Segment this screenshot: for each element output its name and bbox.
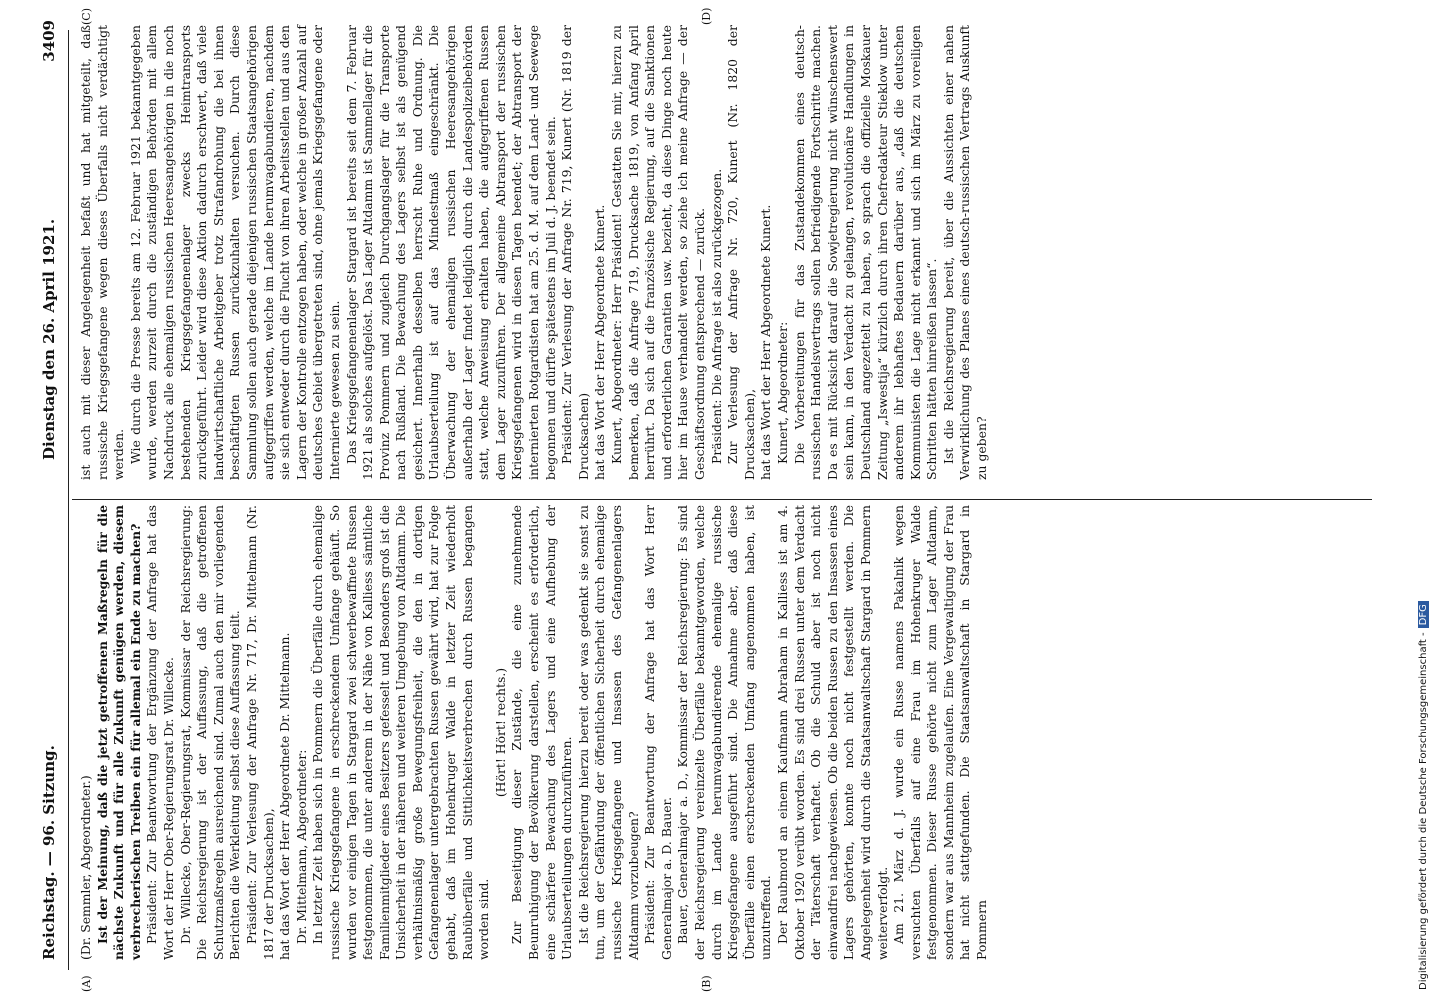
- paragraph: Bauer, Generalmajor a. D., Kommissar der Reichsregierung: Es sind der Reichsregierung vereinzelte Überfälle bekanntgeworden, welche durch im Lande herumvagabundierende ehemalige russische Kriegsgefangene ausgeführt sind. Die Annahme aber, daß diese Überfälle einen erschreckenden Umfang angenommen haben, ist unzutreffend.: [675, 505, 774, 960]
- paragraph: Kunert, Abgeordneter: Herr Präsident! Gestatten Sie mir, hierzu zu bemerken, daß die Anfrage 719, Drucksache 1819, von Anfang April herrührt. Da sich auf die französische Regierung, auf die Sanktionen und erforderlichen Garantien usw. bezieht, da diese Dinge noch heute hier im Hause verhandelt werden, so ziehe ich meine Anfrage — der Geschäftsordnung entsprechend — zurück.: [609, 25, 707, 480]
- paragraph: hat das Wort der Herr Abgeordnete Kunert.: [758, 204, 774, 480]
- paragraph: Präsident: Zur Verlesung der Anfrage Nr. 717, Dr. Mittelmann (Nr. 1817 der Drucksachen),: [243, 505, 276, 960]
- paragraph: hat das Wort der Herr Abgeordnete Dr. Mittelmann.: [277, 632, 293, 960]
- paragraph: Die Vorbereitungen für das Zustandekommen eines deutsch-russischen Handelsvertrags sollen befriedigende Fortschritte machen. Da es mit Rücksicht darauf die Sowjetregierung nicht wünschenswert sein kann, in den Verdacht zu gelangen, revolutionäre Handlungen in Deutschland angezettelt zu haben, so sprach die offizielle Moskauer Zeitung „Iswestija“ kürzlich durch ihren Chefredakteur Stieklow unter anderem ihr lebhaftes Bedauern darüber aus, „daß die deutschen Kommunisten die Lage nicht erkannt und sich im März zu voreiligen Schritten hätten hinreißen lassen“.: [791, 25, 940, 480]
- paragraph: ist auch mit dieser Angelegenheit befaßt und hat mitgeteilt, daß russische Kriegsgefangene wegen dieses Überfalls nicht verdächtigt werden.: [78, 25, 127, 480]
- paragraph: Präsident: Zur Verlesung der Anfrage Nr. 719, Kunert (Nr. 1819 der Drucksachen): [559, 25, 591, 480]
- paragraph: hat das Wort der Herr Abgeordnete Kunert.: [592, 204, 608, 480]
- paragraph: Kunert, Abgeordneter:: [774, 321, 790, 464]
- paragraph: Am 21. März d. J. wurde ein Russe namens Pakalnik wegen versuchten Überfalls auf eine Frau im Hohenkruger Walde festgenommen. Dieser Russe gehörte nicht zum Lager Altdamm, sondern war aus Mannheim zugelaufen. Eine Vergewaltigung der Frau hat nicht stattgefunden. Die Staatsanwaltschaft in Stargard in Pommern: [891, 505, 990, 960]
- column-divider: [72, 499, 1372, 500]
- paragraph: Ist die Reichsregierung bereit, über die Aussichten einer nahen Verwirklichung des Planes eines deutsch-russischen Vertrags Auskunft zu geben?: [940, 25, 990, 480]
- paragraph: Zur Beseitigung dieser Zustände, die eine zunehmende Beunruhigung der Bevölkerung darstellen, erscheint es erforderlich, eine schärfere Bewachung des Lagers und eine Aufhebung der Urlaubserteilungen durchzuführen.: [509, 505, 575, 960]
- paragraph: Wie durch die Presse bereits am 12. Februar 1921 bekanntgegeben wurde, werden zurzeit durch die zuständigen Behörden mit allem Nachdruck alle ehemaligen russischen Heeresangehörigen in die noch bestehenden Kriegsgefangenenlager zwecks Heimtransports zurückgeführt. Leider wird diese Aktion dadurch erschwert, daß viele landwirtschaftliche Arbeitgeber trotz Strafandrohung die bei ihnen beschäftigten Russen zurückzuhalten versuchen. Durch diese Sammlung sollen auch gerade diejenigen russischen Staatsangehörigen aufgegriffen werden, welche im Lande herumvagabundieren, nachdem sie sich entweder durch die Flucht von ihren Arbeitsstellen und aus den Lagern der Kontrolle entzogen haben, oder welche in großer Anzahl auf deutsches Gebiet übergetreten sind, ohne jemals Kriegsgefangene oder Internierte gewesen zu sein.: [127, 25, 342, 480]
- margin-mark-b: (B): [700, 975, 713, 992]
- margin-mark-d: (D): [700, 7, 713, 25]
- left-column: [78, 505, 991, 960]
- credit-text: Digitalisierung gefördert durch die Deutsche Forschungsgemeinschaft -: [1418, 632, 1429, 990]
- header-center: Dienstag den 26. April 1921.: [40, 218, 58, 460]
- paragraph: Ist die Reichsregierung hierzu bereit oder was gedenkt sie sonst zu tun, um der Gefährdung der öffentlichen Sicherheit durch ehemalige russische Kriegsgefangene und Insassen des Gefangenenlagers Altdamm vorzubeugen?: [575, 505, 641, 960]
- paragraph: Ist der Meinung, daß die jetzt getroffenen Maßregeln für die nächste Zukunft und für alle Zukunft genügen werden, diesem verbrecherischen Treiben ein für allemal ein Ende zu machen?: [94, 505, 143, 960]
- paragraph: Dr. Willecke, Ober-Regierungsrat, Kommissar der Reichsregierung: Die Reichsregierung ist der Auffassung, daß die getroffenen Schutzmaßregeln ausreichend sind. Zumal auch den mir vorliegenden Berichten die Werkleitung selbst diese Auffassung teilt.: [177, 505, 243, 960]
- header-left: Reichstag. — 96. Sitzung.: [40, 745, 58, 960]
- interjection: (Hört! Hört! rechts.): [492, 667, 508, 798]
- page-header: [40, 0, 70, 1000]
- margin-mark-c: (C): [80, 8, 93, 25]
- paragraph: Das Kriegsgefangenenlager Stargard ist bereits seit dem 7. Februar 1921 als solches aufgelöst. Das Lager Altdamm ist Sammellager für die Provinz Pommern und zugleich Durchgangslager für die Transporte nach Rußland. Die Bewachung des Lagers selbst ist als genügend gesichert. Innerhalb desselben herrscht Ruhe und Ordnung. Die Urlaubserteilung ist auf das Mindestmaß eingeschränkt. Die Überwachung der ehemaligen russischen Heeresangehörigen außerhalb der Lager findet lediglich durch die Landespolizeibehörden statt, welche Anweisung erhalten haben, die aufgegriffenen Russen dem Lager zuzuführen. Der allgemeine Abtransport der russischen Kriegsgefangenen wird in diesen Tagen beendet; der Abtransport der internierten Rotgardisten hat am 25. d. M. auf dem Land- und Seewege begonnen und dürfte spätestens im Juli d. J. beendet sein.: [343, 25, 558, 480]
- paragraph: Präsident: Zur Beantwortung der Anfrage hat das Wort Herr Generalmajor a. D. Bauer.: [642, 505, 674, 960]
- header-rule: [68, 30, 69, 970]
- margin-mark-a: (A): [80, 975, 93, 992]
- digitization-credit: [1418, 10, 1432, 990]
- paragraph: Der Raubmord an einem Kaufmann Abraham in Kalliess ist am 4. Oktober 1920 verübt worden. Es sind drei Russen unter dem Verdacht der Täterschaft verhaftet. Ob die Schuld aber ist noch nicht einwandfrei nachgewiesen. Ob die beiden Russen zu den Insassen eines Lagers gehörten, konnte noch nicht festgestellt werden. Die Angelegenheit wird durch die Staatsanwaltschaft Stargard in Pommern weiterverfolgt.: [774, 505, 890, 960]
- paragraph: Präsident: Die Anfrage ist also zurückgezogen.: [708, 168, 724, 464]
- paragraph: In letzter Zeit haben sich in Pommern die Überfälle durch ehemalige russische Kriegsgefangene in erschreckendem Umfange gehäuft. So wurden vor einigen Tagen in Stargard zwei schwerbewaffnete Russen festgenommen, die unter anderem in der Nähe von Kalliess sämtliche Familienmitglieder eines Besitzers gefesselt und Besonders groß ist die Unsicherheit in der näheren und weiteren Umgebung von Altdamm. Die verhältnismäßig große Bewegungsfreiheit, die den in dortigen Gefangenenlager untergebrachten Russen gewährt wird, hat zur Folge gehabt, daß im Hohenkruger Walde in letzter Zeit wiederholt Raubüberfälle und Sittlichkeitsverbrechen durch Russen begangen worden sind.: [310, 505, 492, 960]
- paragraph: Präsident: Zur Beantwortung der Ergänzung der Anfrage hat das Wort der Herr Ober-Regierungsrat Dr. Willecke.: [144, 505, 176, 960]
- paragraph: (Dr. Semmler, Abgeordneter.): [78, 775, 93, 960]
- dfg-logo: DFG: [1418, 601, 1429, 628]
- page-number: 3409: [40, 20, 58, 62]
- paragraph: Zur Verlesung der Anfrage Nr. 720, Kunert (Nr. 1820 der Drucksachen),: [725, 25, 757, 480]
- paragraph: Dr. Mittelmann, Abgeordneter:: [293, 749, 309, 944]
- right-column: [78, 25, 991, 480]
